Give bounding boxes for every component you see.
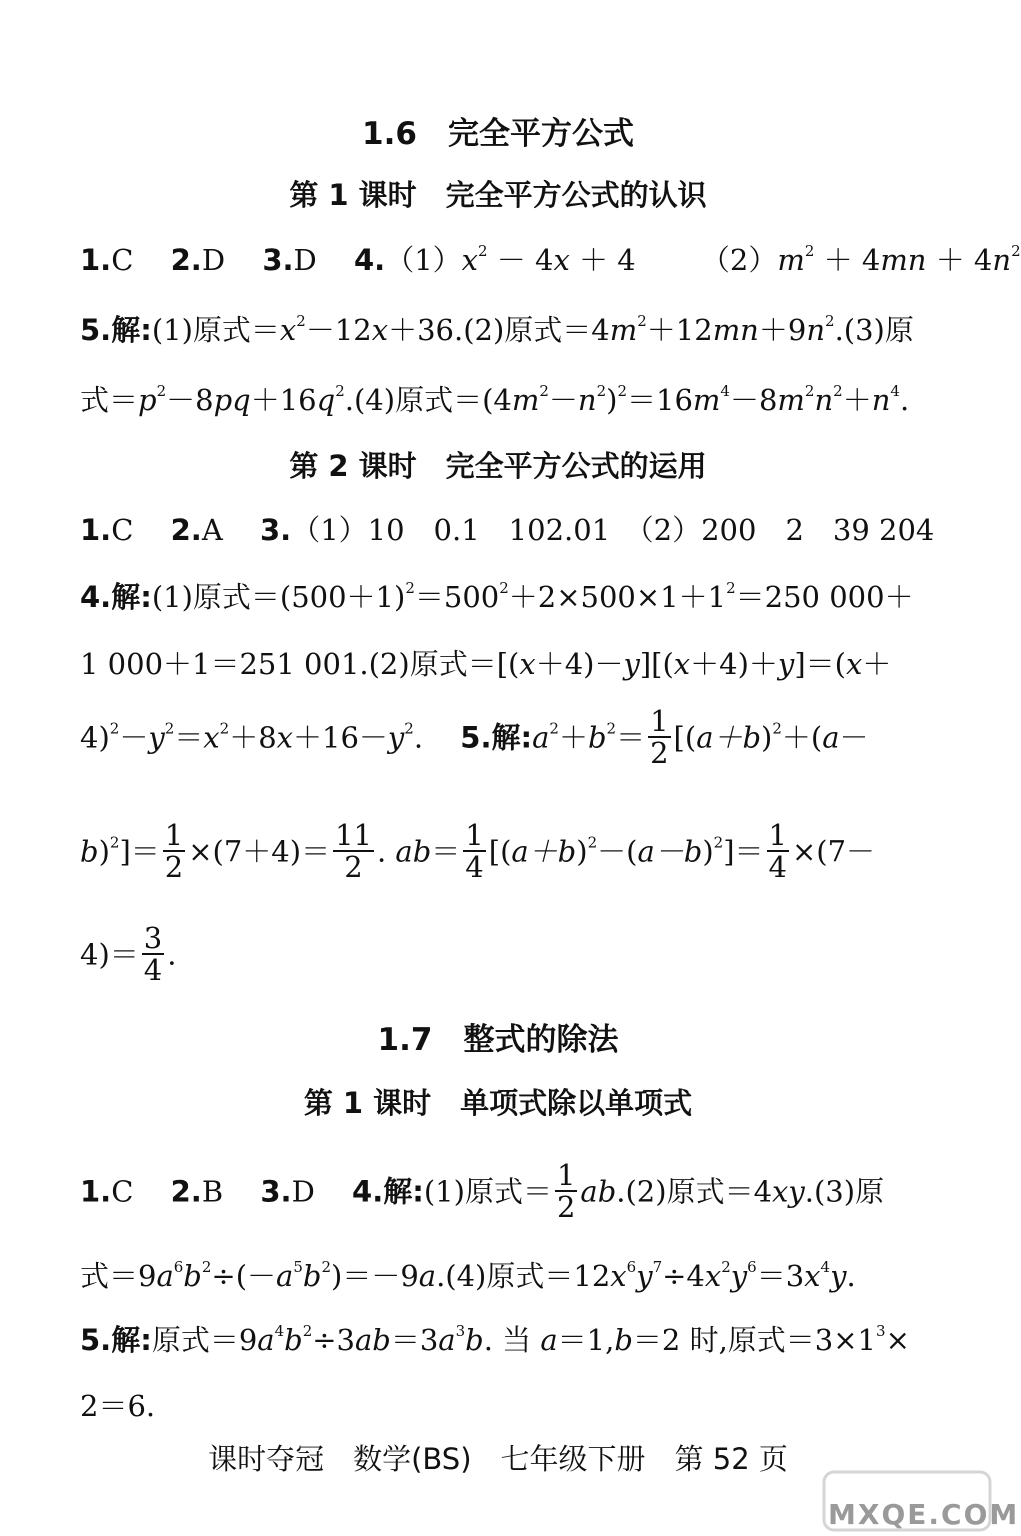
fraction <box>555 1160 577 1223</box>
text: . <box>846 1259 856 1293</box>
math-var: ab <box>354 1323 391 1357</box>
text: ＋8 <box>229 720 277 755</box>
math-var: a <box>257 1323 275 1357</box>
exponent: 2 <box>637 312 647 330</box>
text: ][( <box>639 647 674 681</box>
text: ＝3 <box>390 1323 439 1357</box>
exponent: 2 <box>596 382 607 400</box>
solution-label: 解: <box>111 313 152 347</box>
solution-label: 解: <box>383 1174 424 1209</box>
exponent: 2 <box>201 1258 212 1276</box>
text: (1)原式＝ <box>151 313 280 347</box>
text: ＋ <box>842 383 872 417</box>
text: 4) <box>80 720 110 755</box>
math-var: y <box>387 720 405 755</box>
math-var: m <box>777 383 805 417</box>
text: ＋36.(2)原式＝4 <box>388 313 610 347</box>
math-var: x <box>553 243 570 277</box>
section-title-1-6: 1.6 完全平方公式 <box>362 116 634 152</box>
math-var: x <box>371 313 389 347</box>
text: .(3)原 <box>804 1174 885 1209</box>
math-var: a <box>532 720 550 755</box>
text: ) <box>761 720 773 755</box>
section-title-1-7: 1.7 整式的除法 <box>377 1022 619 1058</box>
text: ×(7＋4)＝ <box>188 834 331 869</box>
text: ＝ <box>174 720 204 755</box>
text: (1)原式＝ <box>423 1174 552 1209</box>
denominator: 2 <box>556 1190 576 1225</box>
text: ÷4 <box>662 1259 705 1293</box>
text: ＋16 <box>250 383 317 417</box>
answer-line-2 <box>80 508 934 549</box>
numerator: 1 <box>556 1158 576 1192</box>
answer: C <box>111 1174 134 1209</box>
exponent: 4 <box>820 1258 831 1276</box>
numerator: 1 <box>650 704 669 738</box>
text: × <box>885 1323 910 1357</box>
exponent: 4 <box>890 382 900 400</box>
solution-line <box>80 704 869 771</box>
answer-line-3 <box>80 1158 885 1225</box>
solution-line <box>80 308 914 349</box>
text: ) <box>606 383 618 417</box>
q-number: 3. <box>262 243 294 277</box>
text: [( <box>488 834 512 869</box>
exponent: 2 <box>156 382 167 400</box>
text: －8 <box>166 383 214 417</box>
denominator: 4 <box>143 953 163 988</box>
math-var: b <box>284 1323 303 1357</box>
text: ＝1, <box>557 1323 615 1357</box>
math-var: ab <box>580 1174 617 1209</box>
math-var: a＋b <box>696 720 762 755</box>
math-var: m <box>511 383 540 417</box>
text: ÷(－ <box>211 1259 277 1293</box>
math-var: a <box>276 1259 294 1293</box>
math-var: b <box>465 1323 484 1357</box>
math-var: m <box>609 313 638 347</box>
text: 1 000＋1＝251 001.(2)原式＝[( <box>80 647 520 681</box>
math-var: a <box>418 1259 437 1293</box>
exponent: 2 <box>713 833 724 852</box>
math-var: q <box>316 383 336 417</box>
math-var: x <box>279 313 297 347</box>
exponent: 2 <box>825 312 835 330</box>
lesson-title-1: 第 1 课时 完全平方公式的认识 <box>289 178 707 212</box>
text: ＝250 000＋ <box>735 580 914 614</box>
q-number: 3. <box>260 1174 292 1209</box>
solution-line <box>80 818 876 885</box>
text: . <box>413 720 424 755</box>
text: ÷3 <box>312 1323 355 1357</box>
denominator: 2 <box>164 850 184 885</box>
text: . 当 <box>483 1323 541 1357</box>
math-var: x <box>519 647 536 681</box>
answer: C <box>111 243 134 277</box>
text: [( <box>673 720 697 755</box>
text: (1)原式＝(500＋1) <box>151 580 406 614</box>
exponent: 4 <box>274 1322 285 1340</box>
text: .(3)原 <box>834 313 914 347</box>
math-var: x <box>610 1259 627 1293</box>
q-number: 3. <box>260 513 292 547</box>
text: ＋9 <box>758 313 807 347</box>
text: ＋ <box>862 647 892 681</box>
text: . <box>167 937 177 972</box>
solution-line <box>80 1384 155 1425</box>
text: . <box>376 834 387 869</box>
math-var: x <box>276 720 293 755</box>
solution-label: 解: <box>491 720 533 755</box>
page-footer: 课时夺冠 数学(BS) 七年级下册 第 52 页 <box>208 1442 788 1476</box>
exponent: 2 <box>606 719 617 738</box>
solution-line <box>80 1254 856 1295</box>
q-number: 2. <box>170 243 202 277</box>
exponent: 5 <box>293 1258 303 1276</box>
math-var: y <box>636 1259 653 1293</box>
exponent: 2 <box>726 579 736 597</box>
text: ＋ <box>558 720 588 755</box>
exponent: 2 <box>549 719 559 738</box>
text: ) <box>702 834 714 869</box>
math-var: a－b <box>637 834 703 869</box>
answer: B <box>201 1174 224 1209</box>
text: .(4)原式＝12 <box>436 1259 611 1293</box>
exponent: 2 <box>587 833 598 852</box>
exponent: 6 <box>173 1258 184 1276</box>
math-var: m <box>692 383 721 417</box>
text: － <box>548 383 578 417</box>
text: 2＝6. <box>80 1389 156 1423</box>
math-var: a <box>540 1323 558 1357</box>
exponent: 2 <box>804 242 815 260</box>
denominator: 4 <box>768 850 787 885</box>
q-number: 4. <box>80 580 112 614</box>
exponent: 6 <box>747 1258 757 1276</box>
q-number: 1. <box>80 513 112 547</box>
math-var: p <box>138 383 157 417</box>
solution-line <box>80 1318 910 1359</box>
text: ＋16－ <box>293 720 388 755</box>
lesson-title-2: 第 2 课时 完全平方公式的运用 <box>289 449 707 483</box>
exponent: 2 <box>499 579 509 597</box>
math-var: x <box>461 243 479 277</box>
exponent: 7 <box>652 1258 663 1276</box>
answer-line-1: 1.C 2.D 3.D $4.(1)x^2 - 4x + 4$ $(2)m^2 + 4mn + 4n^2$ <box>80 242 1021 277</box>
numerator: 1 <box>465 818 484 852</box>
math-var: n <box>871 383 891 417</box>
solution-line <box>80 378 909 419</box>
exponent: 2 <box>164 719 175 738</box>
text: ]＝( <box>794 647 846 681</box>
solution-line <box>80 642 891 683</box>
math-var: n <box>806 313 826 347</box>
math-var: b <box>614 1323 633 1357</box>
numerator: 1 <box>768 818 787 852</box>
exponent: 2 <box>109 719 120 738</box>
math-var: mn <box>880 243 927 277</box>
text: ]＝ <box>723 834 764 869</box>
exponent: 2 <box>478 242 488 260</box>
q-number: 5. <box>80 313 112 347</box>
exponent: 2 <box>321 1258 332 1276</box>
math-var: xy <box>772 1174 805 1209</box>
q-number: 1. <box>80 243 112 277</box>
answer: A <box>201 513 223 547</box>
exponent: 4 <box>720 382 730 400</box>
math-var: n <box>814 383 834 417</box>
exponent: 2 <box>109 833 120 852</box>
answer: （2） <box>700 243 778 277</box>
text: ) <box>98 834 110 869</box>
text: － <box>119 720 149 755</box>
text: ＝ <box>431 834 461 869</box>
math-var: a <box>156 1259 174 1293</box>
q-number: 5. <box>460 720 492 755</box>
answer: D <box>291 1174 315 1209</box>
numerator: 11 <box>335 818 372 852</box>
exponent: 2 <box>219 719 230 738</box>
answer: （1） <box>385 243 462 277</box>
text: ×(7－ <box>791 834 876 869</box>
math-var: y <box>623 647 640 681</box>
fraction <box>767 820 789 883</box>
q-number: 2. <box>170 1174 202 1209</box>
q-number: 4. <box>352 1174 384 1209</box>
text: ＋12 <box>646 313 713 347</box>
q-number: 2. <box>170 513 202 547</box>
exponent: 2 <box>772 719 782 738</box>
fraction <box>163 820 185 883</box>
math-var: b <box>80 834 99 869</box>
math-var: x <box>203 720 220 755</box>
exponent: 6 <box>626 1258 637 1276</box>
solution-line <box>80 921 177 988</box>
math-var: x <box>804 1259 821 1293</box>
denominator: 2 <box>344 850 363 885</box>
numerator: 3 <box>143 921 163 955</box>
denominator: 2 <box>650 736 669 771</box>
text: － <box>839 720 869 755</box>
text: 原式＝9 <box>151 1323 258 1357</box>
math-var: x <box>704 1259 722 1293</box>
answer: D <box>293 243 317 277</box>
solution-line <box>80 575 914 616</box>
math-var: m <box>777 243 805 277</box>
watermark-text: MXQE.COM <box>828 1498 1020 1531</box>
text: .(4)原式＝(4 <box>344 383 512 417</box>
text: 4)＝ <box>80 937 139 972</box>
text: ) <box>576 834 588 869</box>
text: －( <box>597 834 638 869</box>
q-number: 1. <box>80 1174 112 1209</box>
text: . <box>899 383 910 417</box>
text: ＝500 <box>414 580 500 614</box>
answer: C <box>111 513 134 547</box>
text: －12 <box>305 313 372 347</box>
exponent: 2 <box>405 579 415 597</box>
answer: D <box>201 243 226 277</box>
exponent: 2 <box>1011 242 1021 260</box>
math-var: b <box>587 720 607 755</box>
lesson-title-3: 第 1 课时 单项式除以单项式 <box>303 1086 693 1120</box>
exponent: 2 <box>335 382 345 400</box>
denominator: 4 <box>465 850 484 885</box>
text: )＝－9 <box>331 1259 419 1293</box>
exponent: 2 <box>721 1258 731 1276</box>
exponent: 2 <box>404 719 414 738</box>
math-var: a <box>438 1323 456 1357</box>
text: 式＝9 <box>80 1259 157 1293</box>
exponent: 2 <box>833 382 843 400</box>
math-var: y <box>777 647 795 681</box>
numerator: 1 <box>164 818 184 852</box>
exponent: 3 <box>876 1322 886 1340</box>
math-var: a＋b <box>511 834 577 869</box>
fraction <box>463 820 485 883</box>
math-var: a <box>822 720 840 755</box>
exponent: 2 <box>296 312 306 330</box>
math-var: ab <box>395 834 432 869</box>
math-var: n <box>992 243 1012 277</box>
text: ＋2×500×1＋1 <box>508 580 727 614</box>
exponent: 2 <box>804 382 815 400</box>
text: 式＝ <box>80 383 139 417</box>
text: －8 <box>729 383 778 417</box>
math-var: y <box>830 1259 847 1293</box>
q-number: 4. <box>354 243 386 277</box>
exponent: 2 <box>302 1322 313 1340</box>
math-var: n <box>577 383 597 417</box>
fraction <box>142 923 164 986</box>
exponent: 2 <box>539 382 549 400</box>
text: ＝ <box>616 720 646 755</box>
exponent: 3 <box>455 1322 466 1340</box>
math-var: x <box>673 647 691 681</box>
solution-label: 解: <box>111 1323 152 1357</box>
text: .(2)原式＝4 <box>616 1174 773 1209</box>
fraction <box>648 706 670 769</box>
exponent: 2 <box>617 382 627 400</box>
math-var: pq <box>213 383 251 417</box>
math-var: mn <box>712 313 759 347</box>
fraction <box>333 820 374 883</box>
solution-label: 解: <box>111 580 152 614</box>
math-var: b <box>183 1259 202 1293</box>
math-var: b <box>302 1259 322 1293</box>
math-var: y <box>148 720 165 755</box>
q-number: 5. <box>80 1323 112 1357</box>
text: ＝16 <box>627 383 693 417</box>
text: ＋4)－ <box>535 647 624 681</box>
text: ＋( <box>781 720 823 755</box>
text: ＝3 <box>756 1259 805 1293</box>
answer: （1）10 0.1 102.01 （2）200 2 39 204 <box>291 513 935 547</box>
math-var: y <box>730 1259 748 1293</box>
text: ＋4)＋ <box>690 647 778 681</box>
text: ＝2 时,原式＝3×1 <box>632 1323 877 1357</box>
text: ]＝ <box>119 834 160 869</box>
math-var: x <box>845 647 863 681</box>
